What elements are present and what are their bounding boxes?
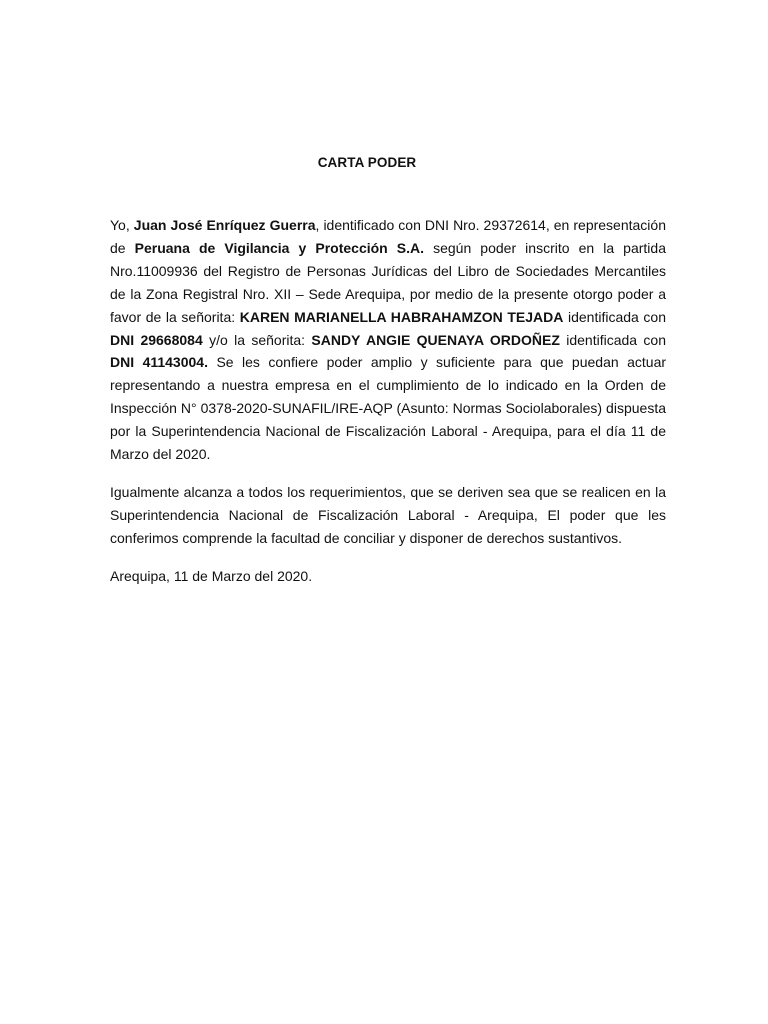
- grantor-name: Juan José Enríquez Guerra: [133, 217, 316, 233]
- document-title: CARTA PODER: [317, 155, 417, 170]
- attorney-2-dni: DNI 41143004.: [110, 354, 208, 371]
- text-run: y/o la señorita:: [202, 331, 312, 348]
- text-run: identificada con: [559, 331, 666, 348]
- text-run: identificada con: [563, 308, 666, 325]
- closing-place-date: Arequipa, 11 de Marzo del 2020.: [110, 567, 313, 584]
- company-name: Peruana de Vigilancia y Protección S.A.: [134, 239, 425, 256]
- paragraph-scope: Igualmente alcanza a todos los requerimientos, que se deriven sea que se realicen en la Superintendencia Nacional de Fiscalización Laboral - Arequipa, El poder que les conferimos comprende la facultad de conciliar y disponer de derechos sustantivos.: [110, 483, 666, 546]
- attorney-1-name: KAREN MARIANELLA HABRAHAMZON TEJADA: [239, 308, 564, 325]
- text-run: Yo,: [110, 217, 134, 233]
- paragraph-grant-of-power: [110, 214, 666, 466]
- text-run: Se les confiere poder amplio y suficiente para que puedan actuar representando a nuestra empresa en el cumplimiento de lo indicado en la Orden de Inspección N° 0378-2020-SUNAFIL/IRE-AQP (Asunto: Normas Sociolaborales) dispuesta por la Superintendencia Nacional de Fiscalización Laboral - Arequipa, para el día 11 de Marzo del 2020.: [110, 354, 667, 463]
- text-run: según poder inscrito en la partida Nro.11009936 del Registro de Personas Jurídicas del Libro de Sociedades Mercantiles de la Zona Registral Nro. XII – Sede Arequipa, por medio de la presente otorgo poder a favor de la señorita:: [110, 239, 666, 325]
- attorney-1-dni: DNI 29668084: [110, 331, 203, 348]
- attorney-2-name: SANDY ANGIE QUENAYA ORDOÑEZ: [311, 331, 560, 348]
- text-run: , identificado con DNI Nro. 29372614, en representación de: [110, 217, 666, 256]
- document-body: [110, 214, 666, 603]
